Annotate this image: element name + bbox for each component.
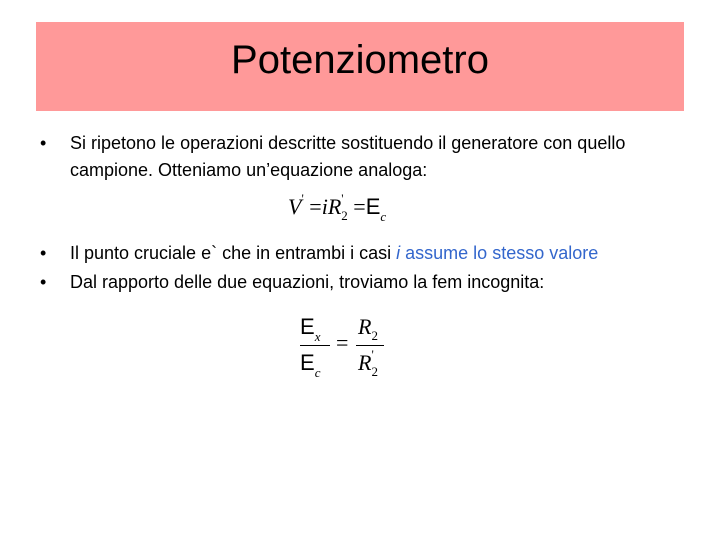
bullet-marker: • [40,133,47,153]
bullet-marker: • [40,243,47,263]
eq2-den-e: E [300,350,315,375]
eq2-denominator-right [358,347,378,379]
eq2-den-r: R [358,350,372,375]
eq2-den-r-prime: ' [371,347,374,362]
eq2-num-r-sub: 2 [371,328,378,343]
eq2-den-r-sub: 2 [371,364,378,379]
eq1-equals-2: = [353,194,366,219]
equation-2 [300,310,400,380]
bullet-item-3 [36,269,676,296]
eq1-r-prime: ' [341,191,344,206]
eq1-e-sub: c [380,209,387,224]
eq2-denominator-left [300,350,321,380]
eq2-equals: = [336,330,349,355]
bullet-text: Si ripetono le operazioni descritte sostituendo il generatore con quello campione. Otteniamo un’equazione analoga: [70,133,626,180]
eq2-fraction-line-left [300,345,330,346]
eq2-numerator-right [358,314,378,343]
eq2-num-r: R [358,314,372,339]
eq1-i: i [321,194,328,219]
eq2-numerator-left [300,314,321,344]
eq2-num-e: E [300,314,315,339]
eq2-den-sub: c [314,365,321,380]
bullet-text [70,240,676,267]
eq2-num-sub: x [314,329,321,344]
bullet-text-post: assume lo stesso valore [400,243,599,263]
eq1-r-sub: 2 [341,208,348,223]
slide-title: Potenziometro [231,38,489,82]
bullet-item-1 [36,130,676,184]
equation-1 [288,191,387,224]
bullet-text-pre: Il punto cruciale e` che in entrambi i casi [70,243,397,263]
bullet-text-italic: i [396,243,401,263]
bullet-item-2 [36,240,676,267]
bullet-text: Dal rapporto delle due equazioni, troviamo la fem incognita: [70,272,545,292]
eq1-equals: = [309,194,322,219]
eq2-fraction-line-right [356,345,384,346]
eq1-v-prime: ' [301,191,304,206]
eq1-e: E [365,194,381,219]
title-banner [36,22,684,111]
eq1-v: V [288,194,302,219]
bullet-marker: • [40,272,47,292]
eq1-r: R [327,194,342,219]
